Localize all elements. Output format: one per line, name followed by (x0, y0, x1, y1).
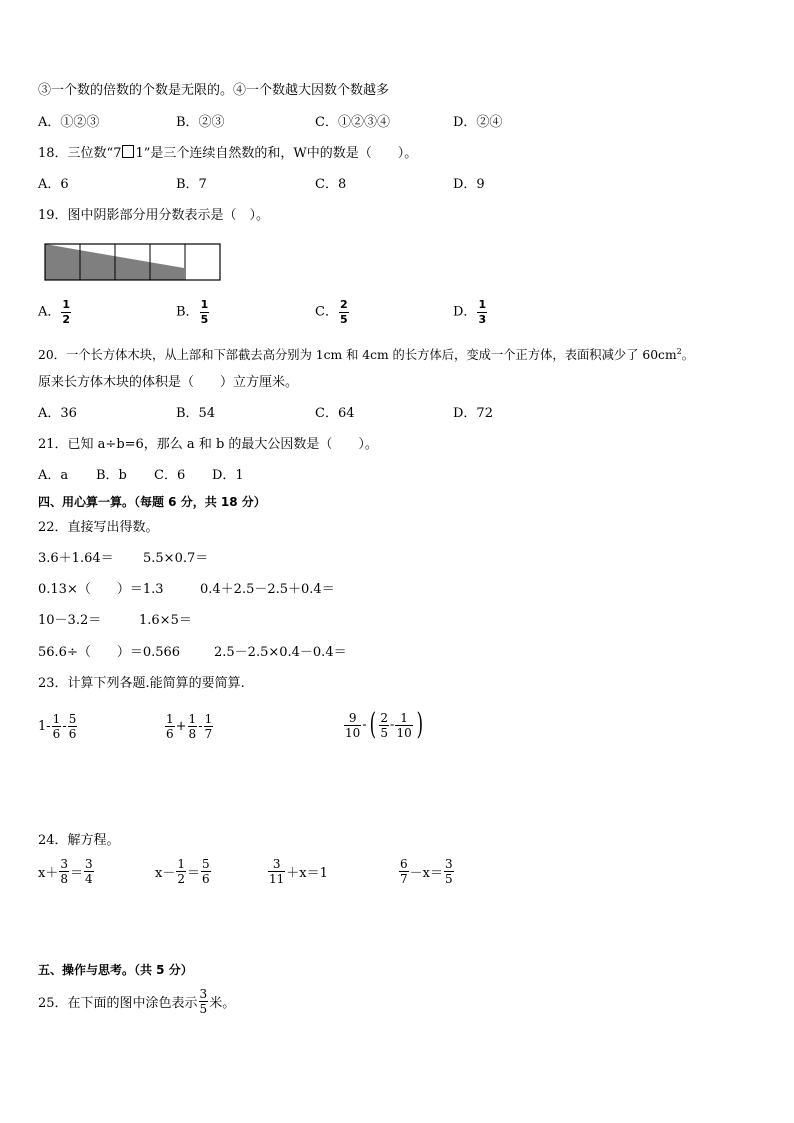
q21-option-b[interactable]: B．b (96, 468, 127, 483)
q22-item: 0.4＋2.5－2.5＋0.4＝ (200, 582, 335, 597)
q21-question: 21．已知 a÷b=6，那么 a 和 b 的最大公因数是（ ）。 (38, 437, 378, 452)
q20-option-a[interactable]: A．36 (38, 406, 77, 421)
q22-item: 3.6＋1.64＝ (38, 551, 114, 566)
q17-option-a[interactable]: A．①②③ (38, 115, 100, 130)
q20-option-d[interactable]: D．72 (453, 406, 493, 421)
q19-option-c[interactable]: C． $\frac{2}{5}$ (315, 298, 348, 326)
q22-item: 1.6×5＝ (139, 613, 192, 628)
q18-option-a[interactable]: A．6 (38, 177, 69, 192)
section-4-heading: 四、用心算一算。（每题 6 分，共 18 分） (38, 495, 266, 509)
q17-option-b[interactable]: B．②③ (176, 115, 225, 130)
section-5-heading: 五、操作与思考。（共 5 分） (38, 963, 193, 977)
q19-option-d[interactable]: D． $\frac{1}{3}$ (453, 298, 487, 326)
q21-option-c[interactable]: C．6 (154, 468, 186, 483)
q24-equation-3: $\frac{3}{11}$ ＋x＝1 (269, 857, 328, 886)
q24-instruction: 24．解方程。 (38, 833, 120, 848)
q22-item: 5.5×0.7＝ (143, 551, 209, 566)
q24-equation-4: $\frac{6}{7}$ －x＝ $\frac{3}{5}$ (400, 857, 453, 886)
q18-suffix: 1”是三个连续自然数的和，W中的数是（ ）。 (135, 146, 418, 161)
q19-option-b[interactable]: B． $\frac{1}{5}$ (176, 298, 209, 326)
q21-option-d[interactable]: D．1 (212, 468, 244, 483)
q23-expression-3: $\frac{9}{10}$ -( $\frac{2}{5}$ - $\frac{1}{10}$ ) (345, 707, 423, 742)
q21-option-a[interactable]: A．a (38, 468, 69, 483)
q19-shaded-figure (44, 241, 222, 281)
q17-option-c[interactable]: C．①②③④ (315, 115, 390, 130)
q24-equation-2: x－ $\frac{1}{2}$ ＝ $\frac{5}{6}$ (155, 857, 210, 886)
q19-option-a[interactable]: A． $\frac{1}{2}$ (38, 298, 71, 326)
q20-option-b[interactable]: B．54 (176, 406, 216, 421)
q23-expression-2: $\frac{1}{6}$ + $\frac{1}{8}$ - $\frac{1}{7}$ (166, 712, 213, 741)
q18-prefix: 18．三位数“7 (38, 146, 122, 161)
q25-question: 25．在下面的图中涂色表示 $\frac{3}{5}$ 米。 (38, 987, 236, 1016)
q17-option-d[interactable]: D．②④ (453, 115, 503, 130)
blank-square-icon (122, 145, 134, 158)
q23-expression-1: 1- $\frac{1}{6}$ - $\frac{5}{6}$ (38, 712, 77, 741)
q18-option-b[interactable]: B．7 (176, 177, 207, 192)
q20-option-c[interactable]: C．64 (315, 406, 355, 421)
q22-instruction: 22．直接写出得数。 (38, 520, 159, 535)
q17-statement: ③一个数的倍数的个数是无限的。④一个数越大因数个数越多 (38, 83, 390, 98)
q18-option-c[interactable]: C．8 (315, 177, 347, 192)
q22-item: 10－3.2＝ (38, 613, 102, 628)
q22-item: 56.6÷（ ）＝0.566 (38, 645, 181, 660)
q24-equation-1: x＋ $\frac{3}{8}$ ＝ $\frac{3}{4}$ (38, 857, 93, 886)
q23-instruction: 23．计算下列各题.能简算的要简算. (38, 676, 245, 691)
q22-item: 2.5－2.5×0.4－0.4＝ (214, 645, 347, 660)
q19-question: 19．图中阴影部分用分数表示是（ ）。 (38, 208, 270, 223)
q18-option-d[interactable]: D．9 (453, 177, 485, 192)
q20-question-line2: 原来长方体木块的体积是（ ）立方厘米。 (38, 375, 299, 390)
q22-item: 0.13×（ ）＝1.3 (38, 582, 164, 597)
q20-question-line1: 20．一个长方体木块，从上部和下部截去高分别为 1cm 和 4cm 的长方体后，变成一个正方体，表面积减少了 $60cm^2$。 (38, 347, 695, 363)
q18-question (38, 145, 417, 163)
